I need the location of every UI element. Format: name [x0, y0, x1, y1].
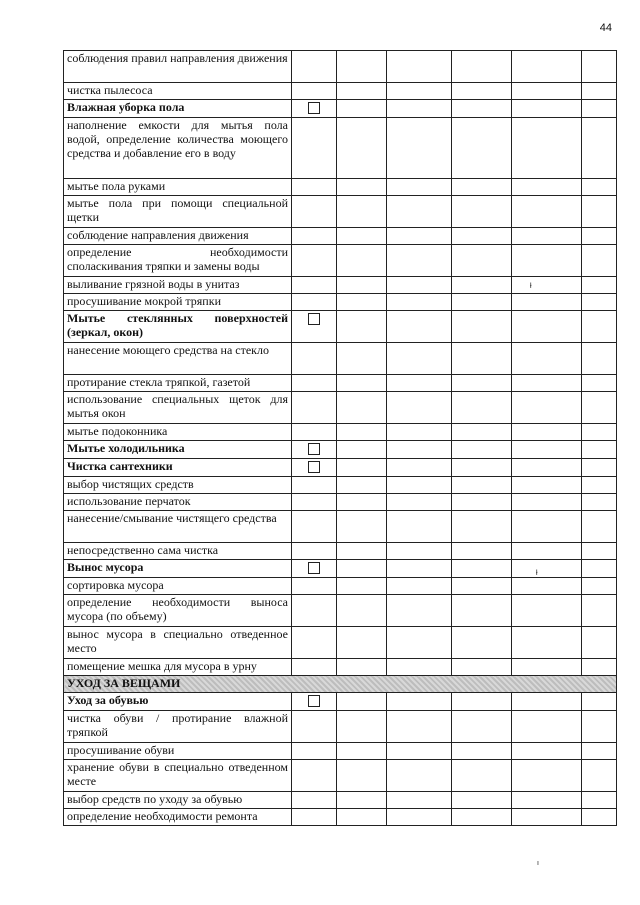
- table-cell: [292, 118, 337, 179]
- table-cell: [452, 196, 512, 228]
- table-row: [64, 494, 617, 511]
- table-cell: [337, 294, 387, 311]
- table-cell: [582, 441, 617, 459]
- table-cell: [292, 441, 337, 459]
- row-label: Вынос мусора: [64, 560, 292, 578]
- heading-row: [64, 441, 617, 459]
- table-cell: [512, 511, 582, 543]
- table-cell: [387, 375, 452, 392]
- table-cell: [387, 179, 452, 196]
- row-label: Влажная уборка пола: [64, 100, 292, 118]
- table-cell: [292, 578, 337, 595]
- table-cell: [387, 441, 452, 459]
- table-cell: [452, 100, 512, 118]
- table-cell: [512, 560, 582, 578]
- table-cell: [452, 494, 512, 511]
- table-cell: [387, 118, 452, 179]
- row-label: выбор средств по уходу за обувью: [64, 792, 292, 809]
- table-cell: [337, 560, 387, 578]
- table-row: [64, 477, 617, 494]
- table-cell: [337, 659, 387, 676]
- table-cell: [582, 809, 617, 826]
- table-cell: [387, 494, 452, 511]
- table-cell: [512, 543, 582, 560]
- row-label: Мытье холодильника: [64, 441, 292, 459]
- table-cell: [387, 760, 452, 792]
- table-row: [64, 118, 617, 179]
- table-cell: [337, 311, 387, 343]
- table-cell: [387, 659, 452, 676]
- table-cell: [582, 277, 617, 294]
- table-cell: [582, 459, 617, 477]
- row-label: мытье пола руками: [64, 179, 292, 196]
- table-cell: [452, 424, 512, 441]
- table-cell: [512, 424, 582, 441]
- table-cell: [292, 51, 337, 83]
- table-cell: [292, 375, 337, 392]
- table-row: [64, 424, 617, 441]
- table-cell: [337, 477, 387, 494]
- table-cell: [387, 196, 452, 228]
- table-cell: [337, 245, 387, 277]
- table-cell: [452, 311, 512, 343]
- table-cell: [582, 494, 617, 511]
- table-cell: [337, 343, 387, 375]
- table-cell: [582, 543, 617, 560]
- table-cell: [512, 809, 582, 826]
- table-cell: [387, 83, 452, 100]
- table-cell: [337, 277, 387, 294]
- table-cell: [452, 392, 512, 424]
- table-cell: [512, 693, 582, 711]
- row-label: использование перчаток: [64, 494, 292, 511]
- page-number: 44: [599, 22, 612, 34]
- table-cell: [292, 100, 337, 118]
- table-cell: [582, 311, 617, 343]
- table-row: [64, 51, 617, 83]
- table-cell: [512, 294, 582, 311]
- table-cell: [512, 277, 582, 294]
- table-cell: [387, 693, 452, 711]
- table-cell: [292, 459, 337, 477]
- table-row: [64, 511, 617, 543]
- table-cell: [512, 659, 582, 676]
- table-cell: [512, 245, 582, 277]
- checkbox[interactable]: [308, 443, 320, 455]
- row-label: протирание стекла тряпкой, газетой: [64, 375, 292, 392]
- table-cell: [337, 459, 387, 477]
- table-row: [64, 83, 617, 100]
- table-cell: [452, 627, 512, 659]
- table-cell: [337, 792, 387, 809]
- table-cell: [387, 228, 452, 245]
- table-cell: [582, 627, 617, 659]
- table-cell: [582, 792, 617, 809]
- row-label: нанесение/смывание чистящего средства: [64, 511, 292, 543]
- table-cell: [452, 228, 512, 245]
- table-cell: [452, 760, 512, 792]
- table-row: [64, 294, 617, 311]
- table-cell: [452, 277, 512, 294]
- table-cell: [452, 441, 512, 459]
- table-row: [64, 809, 617, 826]
- table-cell: [452, 809, 512, 826]
- heading-row: [64, 311, 617, 343]
- table-row: [64, 760, 617, 792]
- table-cell: [387, 392, 452, 424]
- table-cell: [452, 560, 512, 578]
- table-cell: [337, 392, 387, 424]
- table-cell: [512, 627, 582, 659]
- row-label: Уход за обувью: [64, 693, 292, 711]
- row-label: вынос мусора в специально отведенное место: [64, 627, 292, 659]
- table-row: [64, 711, 617, 743]
- row-label: наполнение емкости для мытья пола водой, определение количества моющего средства и добавление его в воду: [64, 118, 292, 179]
- table-cell: [512, 459, 582, 477]
- table-row: [64, 375, 617, 392]
- table-cell: [292, 560, 337, 578]
- checkbox[interactable]: [308, 313, 320, 325]
- heading-row: [64, 560, 617, 578]
- table-cell: [582, 83, 617, 100]
- table-cell: [452, 375, 512, 392]
- table-cell: [452, 511, 512, 543]
- table-cell: [292, 743, 337, 760]
- heading-row: [64, 693, 617, 711]
- table-cell: [452, 245, 512, 277]
- table-cell: [387, 627, 452, 659]
- table-cell: [387, 711, 452, 743]
- table-cell: [512, 792, 582, 809]
- table-cell: [337, 494, 387, 511]
- table-cell: [387, 792, 452, 809]
- table-cell: [292, 659, 337, 676]
- table-cell: [337, 100, 387, 118]
- table-cell: [387, 477, 452, 494]
- table-cell: [292, 343, 337, 375]
- table-cell: [292, 511, 337, 543]
- stray-mark: ı: [537, 860, 539, 867]
- table-cell: [582, 51, 617, 83]
- table-cell: [452, 477, 512, 494]
- table-cell: [387, 578, 452, 595]
- row-label: сортировка мусора: [64, 578, 292, 595]
- table-cell: [582, 424, 617, 441]
- table-cell: [512, 375, 582, 392]
- table-cell: [337, 179, 387, 196]
- table-cell: [452, 459, 512, 477]
- table-cell: [337, 743, 387, 760]
- table-cell: [292, 693, 337, 711]
- table-cell: [452, 711, 512, 743]
- row-label: выливание грязной воды в унитаз: [64, 277, 292, 294]
- table-cell: [452, 51, 512, 83]
- table-cell: [452, 743, 512, 760]
- table-cell: [512, 494, 582, 511]
- table-row: [64, 792, 617, 809]
- table-cell: [582, 343, 617, 375]
- table-cell: [387, 459, 452, 477]
- table-row: [64, 595, 617, 627]
- table-cell: [387, 277, 452, 294]
- table-cell: [337, 511, 387, 543]
- table-cell: [387, 743, 452, 760]
- table-cell: [387, 343, 452, 375]
- table-cell: [452, 118, 512, 179]
- table-cell: [292, 311, 337, 343]
- table-cell: [452, 343, 512, 375]
- table-cell: [452, 578, 512, 595]
- table-cell: [387, 51, 452, 83]
- table-cell: [582, 659, 617, 676]
- table-cell: [337, 595, 387, 627]
- table-cell: [512, 711, 582, 743]
- row-label: чистка обуви / протирание влажной тряпкой: [64, 711, 292, 743]
- table-cell: [452, 595, 512, 627]
- table-cell: [387, 809, 452, 826]
- table-cell: [292, 595, 337, 627]
- table-cell: [337, 375, 387, 392]
- table-cell: [582, 392, 617, 424]
- section-row: [64, 676, 617, 693]
- table-cell: [387, 595, 452, 627]
- table-cell: [337, 196, 387, 228]
- checkbox[interactable]: [308, 102, 320, 114]
- row-label: Чистка сантехники: [64, 459, 292, 477]
- table-cell: [292, 196, 337, 228]
- table-cell: [512, 760, 582, 792]
- assessment-table: [63, 50, 617, 826]
- checkbox[interactable]: [308, 461, 320, 473]
- table-cell: [337, 543, 387, 560]
- row-label: определение необходимости споласкивания тряпки и замены воды: [64, 245, 292, 277]
- table-cell: [292, 711, 337, 743]
- table-cell: [582, 228, 617, 245]
- table-row: [64, 392, 617, 424]
- row-label: использование специальных щеток для мытья окон: [64, 392, 292, 424]
- table-cell: [337, 228, 387, 245]
- table-cell: [582, 711, 617, 743]
- table-cell: [452, 83, 512, 100]
- table-cell: [292, 627, 337, 659]
- table-cell: [337, 424, 387, 441]
- table-cell: [387, 511, 452, 543]
- row-label: определение необходимости ремонта: [64, 809, 292, 826]
- table-cell: [387, 543, 452, 560]
- table-cell: [337, 760, 387, 792]
- checkbox[interactable]: [308, 695, 320, 707]
- row-label: помещение мешка для мусора в урну: [64, 659, 292, 676]
- heading-row: [64, 100, 617, 118]
- table-cell: [582, 179, 617, 196]
- row-label: хранение обуви в специально отведенном месте: [64, 760, 292, 792]
- table-cell: [337, 578, 387, 595]
- table-cell: [512, 100, 582, 118]
- table-cell: [292, 245, 337, 277]
- table-cell: [292, 760, 337, 792]
- heading-row: [64, 459, 617, 477]
- table-cell: [292, 228, 337, 245]
- table-cell: [582, 196, 617, 228]
- row-label: соблюдения правил направления движения: [64, 51, 292, 83]
- table-cell: [512, 477, 582, 494]
- table-cell: [292, 792, 337, 809]
- table-row: [64, 543, 617, 560]
- table-row: [64, 179, 617, 196]
- table-cell: [337, 809, 387, 826]
- row-label: мытье пола при помощи специальной щетки: [64, 196, 292, 228]
- row-label: мытье подоконника: [64, 424, 292, 441]
- table-row: [64, 277, 617, 294]
- table-cell: [512, 83, 582, 100]
- table-cell: [292, 477, 337, 494]
- table-cell: [452, 659, 512, 676]
- table-row: [64, 659, 617, 676]
- table-cell: [582, 477, 617, 494]
- row-label: просушивание обуви: [64, 743, 292, 760]
- table-cell: [292, 83, 337, 100]
- table-cell: [452, 792, 512, 809]
- table-cell: [582, 100, 617, 118]
- table-cell: [512, 743, 582, 760]
- table-row: [64, 578, 617, 595]
- table-cell: [387, 245, 452, 277]
- row-label: УХОД ЗА ВЕЩАМИ: [64, 676, 617, 693]
- table-cell: [292, 392, 337, 424]
- table-row: [64, 228, 617, 245]
- row-label: выбор чистящих средств: [64, 477, 292, 494]
- table-cell: [512, 196, 582, 228]
- table-cell: [512, 343, 582, 375]
- table-cell: [337, 693, 387, 711]
- table-cell: [292, 277, 337, 294]
- table-cell: [452, 179, 512, 196]
- table-cell: [337, 711, 387, 743]
- table-row: [64, 245, 617, 277]
- table-cell: [292, 543, 337, 560]
- table-cell: [387, 311, 452, 343]
- table-cell: [337, 441, 387, 459]
- table-cell: [452, 543, 512, 560]
- table-cell: [387, 294, 452, 311]
- table-cell: [292, 424, 337, 441]
- stray-mark: ł: [536, 570, 538, 577]
- table-cell: [582, 245, 617, 277]
- table-cell: [512, 51, 582, 83]
- row-label: чистка пылесоса: [64, 83, 292, 100]
- table-cell: [452, 693, 512, 711]
- table-cell: [512, 441, 582, 459]
- stray-mark: ł: [530, 283, 532, 290]
- row-label: определение необходимости выноса мусора (по объему): [64, 595, 292, 627]
- table-cell: [337, 83, 387, 100]
- table-cell: [387, 424, 452, 441]
- table-cell: [512, 578, 582, 595]
- table-row: [64, 343, 617, 375]
- row-label: просушивание мокрой тряпки: [64, 294, 292, 311]
- table-cell: [582, 595, 617, 627]
- table-cell: [292, 494, 337, 511]
- row-label: нанесение моющего средства на стекло: [64, 343, 292, 375]
- row-label: непосредственно сама чистка: [64, 543, 292, 560]
- table-cell: [512, 179, 582, 196]
- table-cell: [582, 578, 617, 595]
- table-cell: [452, 294, 512, 311]
- table-cell: [387, 100, 452, 118]
- table-cell: [582, 118, 617, 179]
- table-cell: [337, 627, 387, 659]
- row-label: Мытье стеклянных поверхностей (зеркал, окон): [64, 311, 292, 343]
- table-cell: [512, 228, 582, 245]
- table-cell: [292, 294, 337, 311]
- table-cell: [337, 51, 387, 83]
- row-label: соблюдение направления движения: [64, 228, 292, 245]
- table-cell: [582, 294, 617, 311]
- table-row: [64, 743, 617, 760]
- table-cell: [512, 595, 582, 627]
- table-cell: [292, 179, 337, 196]
- table-cell: [512, 311, 582, 343]
- table-cell: [582, 760, 617, 792]
- table-cell: [582, 375, 617, 392]
- table-cell: [582, 743, 617, 760]
- table-cell: [512, 392, 582, 424]
- table-cell: [582, 511, 617, 543]
- table-cell: [582, 560, 617, 578]
- checkbox[interactable]: [308, 562, 320, 574]
- table-cell: [582, 693, 617, 711]
- table-cell: [337, 118, 387, 179]
- table-cell: [292, 809, 337, 826]
- table-cell: [512, 118, 582, 179]
- table-cell: [387, 560, 452, 578]
- table-row: [64, 196, 617, 228]
- table-row: [64, 627, 617, 659]
